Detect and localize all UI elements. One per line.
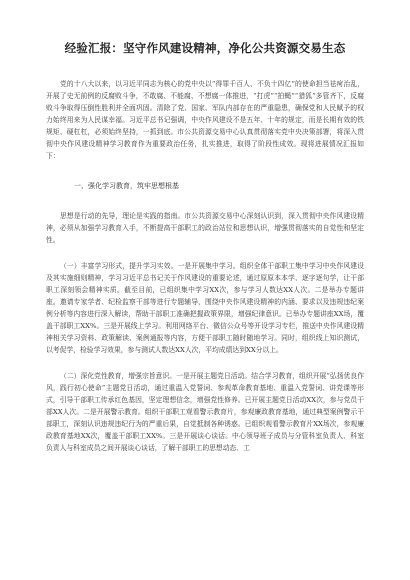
paragraph-spacer: [46, 356, 364, 370]
document-title: 经验汇报：坚守作风建设精神，净化公共资源交易生态: [64, 41, 346, 55]
subsection-1-paragraph: （一）丰富学习形式，提升学习实效。一是开展集中学习。组织全体干部职工集中学习中央作风建设及其实施细则精神，学习习近平总书记关于作风建设的重要论述，通过原原本本学、逐字逐句学，让干部职工深刻领会精神实质。截至目前，已组织集中学习XX次，参与学习人数达XX人次。二是举办专题讲座。邀请专家学者、纪检监察干部等进行专题辅导，围绕中央作风建设精神的内涵、要求以及违规违纪案例分析等内容进行深入解读，帮助干部职工准确把握政策界限，增强纪律意识。已举办专题讲座XX场，覆盖干部职工XX%。三是开展线上学习。利用网络平台、微信公众号等开设学习专栏，推送中央作风建设精神相关学习资料、政策解读、案例通报等内容，方便干部职工随时随地学习。同时，组织线上知识测试，以考促学，检验学习效果，参与测试人数达XX人次，平均成绩达到XX分以上。: [46, 262, 364, 354]
section-heading: 一、强化学习教育，筑牢思想根基: [74, 182, 179, 190]
paragraph-spacer: [46, 246, 364, 260]
subsection-2-paragraph: （二）深化党性教育，增强宗旨意识。一是开展主题党日活动。结合学习教育，组织开展“弘扬优良作风，践行初心使命”主题党日活动，通过重温入党誓词、参观革命教育基地、重温入党誓词、讲党课等形式，引导干部职工传承红色基因，坚定理想信念，增强党性修养。已开展主题党日活动XX次，参与党员干部XX人次。二是开展警示教育。组织干部职工观看警示教育片，参观廉政教育基地，通过典型案例警示干部职工，深刻认识违规违纪行为的严重后果，自觉抵制各种诱惑。已组织观看警示教育片XX场次，参观廉政教育基地XX次，覆盖干部职工XX%。三是开展谈心谈话。中心领导班子成员与分管科室负责人、科室负责人与科室成员之间开展谈心谈话，了解干部职工的思想动态、工: [46, 372, 364, 452]
intro-paragraph: 党的十八大以来，以习近平同志为核心的党中央以“得罪千百人、不负十四亿”的使命担当祛疴治乱，开展了史无前例的反腐败斗争，不敢腐、不能腐、不想腐一体推进，“打虎”“拍蝇”“猎狐”多管齐下，反腐败斗争取得压倒性胜利并全面巩固。清除了党、国家、军队内部存在的严重隐患，确保党和人民赋予的权力始终用来为人民谋幸福。习近平总书记强调，中央作风建设不是五年、十年的规定，而是长期有效的铁规矩、硬杠杠，必须始终坚持，一抓到底。市公共资源交易中心认真贯彻落实党中央决策部署，将深入贯彻中央作风建设精神学习教育作为重要政治任务，扎实推进，取得了阶段性成效。现将进展情况汇报如下：: [46, 80, 364, 160]
section-intro-paragraph: 思想是行动的先导，理论是实践的指南。市公共资源交易中心深刻认识到，深入贯彻中央作风建设精神，必须从加强学习教育入手，不断提高干部职工的政治站位和思想认识，增强贯彻落实的自觉性和坚定性。: [46, 212, 364, 244]
